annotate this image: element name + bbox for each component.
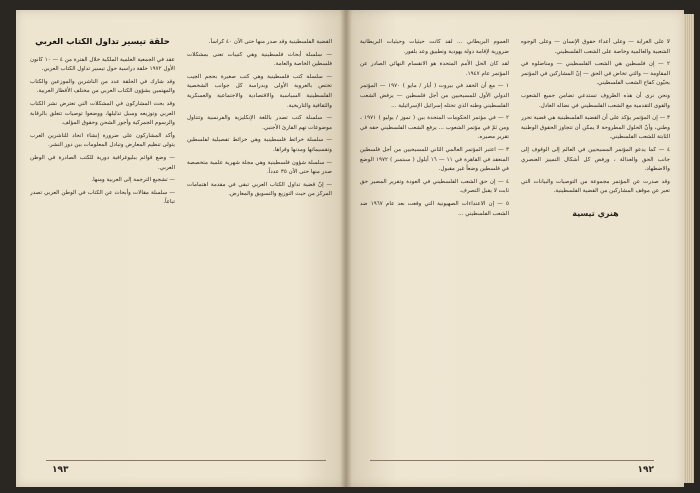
paragraph: — سلسلة كتب فلسطينية وهي كتب صغيرة بحجم الجيب تختص بالعروبة الأولى وبدراسة كل جوانب الشخصية الفلسطينية السياسية والاقتصادية والاجتماعية والعسكرية والثقافية والتاريخية. [187,73,332,109]
paragraph: — وضع قوائم ببليوغرافية دورية للكتب الصادرة في الوطن العربي. [30,154,175,171]
right-page-column-right [360,38,509,457]
paragraph: وقد صدرت عن المؤتمر مجموعة من التوصيات والبيانات التي تعبر عن موقف المشاركين من القضية الفلسطينية. [521,178,670,195]
paragraph: ٤ — كما يدعو المؤتمر المسيحيين في العالم إلى الوقوف إلى جانب الحق والعدالة ، ورفض كل أشكال التمييز العنصري والاضطهاد. [521,146,670,173]
paragraph: — إنّ قضية تداول الكتاب العربي تبقى في مقدمة اهتمامات المركز من حيث التوزيع والتسويق والمعارض. [187,181,332,198]
paragraph: — سلسلة شؤون فلسطينية وهي مجلة شهرية علمية متخصصة صدر منها حتى الآن ٣٥ عدداً. [187,159,332,176]
left-page-column-left [187,38,332,457]
footer-rule [370,460,654,461]
paragraph: ٥ — إن الاعتداءات الصهيونية التي وقعت بعد عام ١٩٦٧ ضد الشعب الفلسطيني ... [360,200,509,217]
paragraph: لا على الغرابة — وعلى أعداء حقوق الإنسان — وعلى الوجوه الشعبية والعالمية وخاصة على الشعب الفلسطيني. [521,39,670,55]
author-signature: هنري تيسية [572,208,619,218]
paragraph: ٢ — في مؤتمر الحكومات المتحدة بين ( تموز / يوليو ) ١٩٧١ ، ومن ثمّ في مؤتمر الشعوب ... يرفع الشعب الفلسطيني حقه في تقرير مصيره. [360,115,509,141]
page-number-left: ١٩٣ [52,465,69,475]
paragraph: القضية الفلسطينية وقد صدر منها حتى الآن ٤٠ كراساً. [208,39,332,45]
paragraph: لقد كان الحل الأمم المتحدة هو الانقسام النهائي الصادر عن المؤتمر عام ١٩٤٧. [360,61,509,77]
left-page-column-right [30,38,175,457]
paragraph: وقد شارك في الحلقة عدد من الناشرين والموزعين والكتاب والمهتمين بشؤون الكتاب العربي من مختلف الأقطار العربية. [30,78,175,95]
paragraph: — تشجيع الترجمة إلى العربية ومنها. [91,177,175,184]
article-title: حلقة تيسير تداول الكتاب العربي [35,38,170,47]
page-number-right: ١٩٢ [637,465,654,475]
paragraph: ٣ — اعتبر المؤتمر العالمي الثاني للمسيحيين من أجل فلسطين المنعقد في القاهرة في ١١ — ١٦ أيلول ( سبتمبر ) ١٩٧٢ الوضع في فلسطين وضعاً غير مقبول. [360,146,509,173]
paragraph: وأكد المشاركون على ضرورة إنشاء اتحاد للناشرين العرب يتولى تنظيم المعارض وتبادل المعلومات بين دور النشر. [30,132,175,149]
paragraph: — سلسلة خرائط فلسطينية وهي خرائط تفصيلية لفلسطين وتقسيماتها ومدنها وقراها. [187,137,332,153]
left-page [16,10,346,487]
paragraph: عقد في الجمعية العلمية الملكية خلال الفترة من ٤ — ١٠ كانون الأول ١٩٧٢ حلقة دراسية حول تيسير تداول الكتاب العربي. [30,56,175,73]
page-edges [684,14,694,483]
paragraph: ٣ — إن المؤتمر يؤكد على أن القضية الفلسطينية هي قضية تحرر وطني، وأنّ الحلول المطروحة لا يمكن أن تتجاوز الحقوق الوطنية الثابتة للشعب الفلسطيني. [521,115,670,141]
paragraph: — سلسلة كتب تصدر باللغة الإنكليزية والفرنسية وتتناول موضوعات تهم القارئ الأجنبي. [187,115,332,131]
paragraph: ١ — مع أن الحقد في بيروت ( أيار / مايو ) ١٩٧٠ — المؤتمر الدولي الأول للمسيحيين من أجل فلسطين — يرفض الشعب الفلسطيني وطنه الذي تحتله إسرائيل الإسرائيلية ... [360,83,509,109]
paragraph: ٢ — إن فلسطين هي الشعب الفلسطيني — ومناضلوه في المقاومة — والتي تخاض في الحق — إنّ المشاركين في المؤتمر يحيّون كفاح الشعب الفلسطيني. [521,61,670,87]
paragraph: العموم البريطاني ... لقد كانت حيثيات وحيثيات البريطانية ضرورية لإقامة دولة يهودية وتطبيق وعد بلفور. [360,39,509,55]
paragraph: ٤ — إن حق الشعب الفلسطيني في العودة وتقرير المصير حق ثابت لا يقبل التصرف. [360,178,509,195]
paragraph: وقد بحث المشاركون في المشكلات التي تعترض نشر الكتاب العربي وتوزيعه وسبل تذليلها، ووضعوا توصيات تتعلق بالرقابة والرسوم الجمركية وأجور الشحن وحقوق المؤلف. [30,100,175,127]
book-spine [340,10,352,487]
paragraph: — سلسلة مقالات وأبحاث عن الكتاب في الوطن العربي تصدر تباعاً. [30,189,175,206]
footer-rule [46,460,326,461]
paragraph: — سلسلة أبحاث فلسطينية وهي كتيبات تعنى بمشكلات فلسطين الخاصة والعامة. [187,51,332,68]
paragraph: ونحن نرى أن هذه الظروف تستدعي تضامن جميع الشعوب والقوى التقدمية مع الشعب الفلسطيني في نضاله العادل. [521,92,670,109]
right-page [346,10,684,487]
right-page-column-left [521,38,670,457]
